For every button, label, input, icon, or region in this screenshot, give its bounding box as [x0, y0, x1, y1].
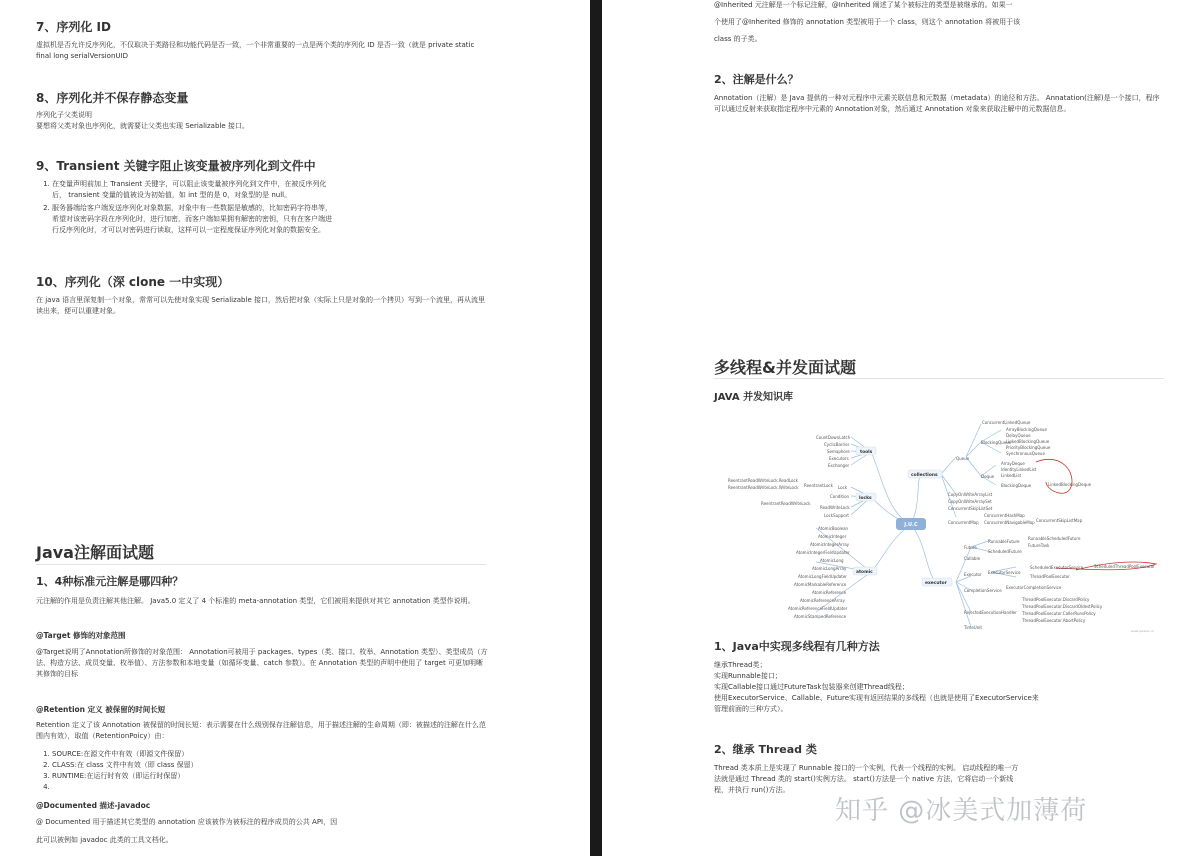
mm-item: Exchanger — [828, 463, 850, 468]
mm-item: ThreadPoolExecutor.CallerRunsPolicy — [1022, 611, 1096, 616]
center-label: J.U.C — [904, 522, 918, 528]
mm-item: FutureTask — [1028, 543, 1050, 548]
mm-item: AtomicLong — [820, 558, 844, 563]
mt-q2-line-1: Thread 类本质上是实现了 Runnable 接口的一个实例，代表一个线程的实例。 启动线程的唯一方 — [714, 764, 1019, 772]
mm-item: ConcurrentSkipListSet — [948, 506, 993, 511]
mm-item: AtomicBoolean — [818, 526, 849, 531]
mm-item: ExecutorCompletionService — [1006, 585, 1062, 590]
section-9-heading: 9、Transient 关键字阻止该变量被序列化到文件中 — [36, 159, 316, 173]
mm-item: Executors — [829, 456, 849, 461]
mm-item: IdentityLinkedList — [1001, 467, 1037, 472]
mt-q1-heading: 1、Java中实现多线程有几种方法 — [714, 640, 880, 653]
inherited-line-1: @Inherited 元注解是一个标记注解，@Inherited 阐述了某个被标注的类型是被继承的。如果一 — [714, 1, 1013, 9]
mt-q1-line-4: 使用ExecutorService、Callable、Future实现有返回结果的多线程（也就是使用了ExecutorService来 — [714, 694, 1039, 702]
mm-item: ConcurrentHashMap — [984, 513, 1025, 518]
mm-item: ExecutorService — [988, 570, 1021, 575]
mm-item: AtomicReference — [812, 590, 847, 595]
mm-item: ScheduledExecutorService — [1030, 565, 1084, 570]
annotation-q1-body: 元注解的作用是负责注解其他注解。 Java5.0 定义了 4 个标准的 meta-annotation 类型，它们被用来提供对其它 annotation 类型作说明。 — [36, 597, 475, 605]
mm-item: BlockingQueue — [981, 440, 1012, 445]
list-item: 1. SOURCE:在源文件中有效（即源文件保留） — [52, 749, 336, 760]
section-9-list — [36, 179, 336, 238]
atomic-items — [788, 526, 850, 619]
mt-q2-heading: 2、继承 Thread 类 — [714, 743, 817, 756]
list-item: 2. CLASS:在 class 文件中有效（即 class 保留） — [52, 760, 336, 771]
mm-item: PriorityBlockingQueue — [1006, 445, 1051, 450]
mm-item: LinkedBlockingQueue — [1006, 439, 1050, 444]
retention-list — [36, 749, 336, 793]
executor-items — [963, 536, 1155, 633]
mm-item: Deque — [981, 474, 995, 479]
mm-item: ConcurrentNavigableMap — [984, 520, 1035, 525]
mm-item: AtomicMarkableReference — [794, 582, 847, 587]
left-page — [0, 0, 590, 856]
annotation-q2-heading: 2、注解是什么？ — [714, 73, 799, 86]
mm-item: ThreadPoolExecutor.AbortPolicy — [1022, 618, 1086, 623]
juc-mindmap — [716, 412, 1166, 637]
mm-item: RunnableScheduledFuture — [1028, 536, 1081, 541]
section-10-heading: 10、序列化（深 clone 一中实现） — [36, 275, 230, 289]
list-item: 1. 在变量声明前加上 Transient 关键字，可以阻止该变量被序列化到文件中，在被反序列化后， transient 变量的值被设为初始值，如 int 型的是 0，对象型的是 null。 — [52, 179, 336, 201]
mm-item: AtomicReferenceArray — [800, 598, 845, 603]
mm-item: ConcurrentLinkedQueue — [982, 420, 1031, 425]
mm-item: Lock — [838, 485, 848, 490]
mm-item: ConcurrentSkipListMap — [1036, 518, 1083, 523]
target-body: @Target说明了Annotation所修饰的对象范围： Annotation可被用于 packages、types（类、接口、枚举、Annotation 类型）、类型成员（方法、构造方法、成员变量、枚举值）、方法参数和本地变量（如循环变量、catch 参数）。在 Annotation 类型的声明中使用了 target 可更加明晰其修饰的目标 — [36, 648, 488, 678]
mm-item: AtomicLongArray — [812, 566, 847, 571]
page-divider — [590, 0, 602, 856]
mm-item: CompletionService — [964, 588, 1002, 593]
mm-item: ReadWriteLock — [820, 505, 850, 510]
mm-item: ThreadPoolExecutor.DiscardPolicy — [1022, 597, 1090, 602]
mm-item: TimeUnit — [964, 625, 982, 630]
mm-item: Callable — [964, 556, 981, 561]
chapter-rule — [36, 564, 486, 565]
chapter-rule — [714, 378, 1164, 379]
section-8-heading: 8、序列化并不保存静态变量 — [36, 91, 189, 105]
mm-footer: www.javanb.cn — [1131, 629, 1154, 633]
mm-item: Condition — [830, 494, 850, 499]
mm-item: ReentrantReadWriteLock — [761, 501, 811, 506]
mm-item: AtomicLongFieldUpdater — [798, 574, 847, 579]
list-item: 3. RUNTIME:在运行时有效（即运行时保留） — [52, 771, 336, 782]
section-7-heading: 7、序列化 ID — [36, 20, 111, 34]
mm-item: Semaphore — [827, 449, 850, 454]
mt-q2-line-3: 程，并执行 run()方法。 — [714, 786, 790, 794]
mm-item: RunnableFuture — [988, 539, 1020, 544]
multithreading-chapter-title: 多线程&并发面试题 — [714, 358, 856, 377]
mm-item: LinkedBlockingDeque — [1048, 482, 1092, 487]
tools-items — [816, 435, 851, 468]
mm-item: CopyOnWriteArraySet — [948, 499, 992, 504]
mm-item: ArrayDeque — [1001, 461, 1025, 466]
mm-item: ScheduledThreadPoolExecutor — [1094, 564, 1155, 569]
documented-body-2: 此可以被例如 javadoc 此类的工具文档化。 — [36, 836, 173, 844]
mm-item: DelayQueue — [1006, 433, 1031, 438]
mm-item: ReentrantLock — [804, 483, 833, 488]
target-heading: @Target 修饰的对象范围 — [36, 631, 126, 640]
annotation-q1-heading: 1、4种标准元注解是哪四种？ — [36, 575, 184, 588]
cat-atomic-label: atomic — [856, 570, 873, 575]
mm-item: ArrayBlockingQueue — [1006, 427, 1047, 432]
mm-item: CopyOnWriteArrayList — [948, 492, 993, 497]
mt-q1-line-1: 继承Thread类； — [714, 661, 767, 669]
cat-locks-label: locks — [859, 496, 872, 501]
retention-body: Retention 定义了该 Annotation 被保留的时间长短：表示需要在什么级别保存注解信息，用于描述注解的生命周期（即：被描述的注解在什么范围内有效），取值（RetentionPoicy）由： — [36, 721, 486, 740]
mt-q1-line-3: 实现Callable接口通过FutureTask包装器来创建Thread线程； — [714, 683, 909, 691]
mm-item: AtomicIntegerArray — [810, 542, 850, 547]
mm-item: LinkedList — [1001, 473, 1022, 478]
mm-item: LockSupport — [824, 513, 849, 518]
mm-item: BlockingDeque — [1001, 483, 1032, 488]
mt-q1-line-5: 管理前面的三种方式）。 — [714, 705, 788, 713]
section-7-body: 虚拟机是否允许反序列化，不仅取决于类路径和功能代码是否一致，一个非常重要的一点是两个类的序列化 ID 是否一致（就是 private static final long serialVersionUID — [36, 41, 475, 60]
mm-item: Future — [964, 545, 977, 550]
section-8-line2: 要想将父类对象也序列化，就需要让父类也实现 Serializable 接口。 — [36, 122, 249, 130]
mm-item: ReentrantReadWriteLock.WriteLock — [728, 485, 799, 490]
mm-item: AtomicInteger — [818, 534, 847, 539]
mm-item: CyclicBarrier — [824, 442, 850, 447]
locks-items — [728, 478, 850, 518]
cat-collections-label: collections — [911, 473, 938, 478]
cat-executor-label: executor — [925, 581, 947, 586]
mt-q2-line-2: 法就是通过 Thread 类的 start()实例方法。 start()方法是一个 native 方法，它将启动一个新线 — [714, 775, 1014, 783]
mm-item: SynchronousQueue — [1006, 451, 1045, 456]
list-item — [52, 782, 336, 793]
retention-heading: @Retention 定义 被保留的时间长短 — [36, 705, 166, 714]
section-10-body: 在 java 语言里深复制一个对象，常常可以先使对象实现 Serializable 接口，然后把对象（实际上只是对象的一个拷贝）写到一个流里，再从流里读出来，便可以重建对象。 — [36, 296, 485, 315]
cat-tools-label: tools — [860, 450, 873, 455]
mm-item: ThreadPoolExecutor — [1030, 574, 1070, 579]
documented-body: @ Documented 用于描述其它类型的 annotation 应该被作为被标注的程序成员的公共 API，因 — [36, 818, 338, 826]
zhihu-watermark: 知乎 @冰美式加薄荷 — [835, 796, 1088, 826]
mm-item: Queue — [956, 456, 970, 461]
list-item: 2. 服务器端给客户端发送序列化对象数据，对象中有一些数据是敏感的，比如密码字符串等，希望对该密码字段在序列化时，进行加密，而客户端如果拥有解密的密钥，只有在客户端进行反序列化时，才可以对密码进行读取，这样可以一定程度保证序列化对象的数据安全。 — [52, 203, 336, 236]
mm-item: ConcurrentMap — [948, 520, 979, 525]
mm-item: CountDownLatch — [816, 435, 851, 440]
documented-heading: @Documented 描述-javadoc — [36, 801, 151, 810]
inherited-line-3: class 的子类。 — [714, 35, 762, 43]
mm-item: ScheduledFuture — [988, 549, 1022, 554]
mm-item: ReentrantReadWriteLock.ReadLock — [728, 478, 798, 483]
annotation-chapter-title: Java注解面试题 — [36, 543, 154, 562]
mm-item: RejectedExecutionHandler — [964, 610, 1017, 615]
mm-item: AtomicIntegerFieldUpdater — [796, 550, 850, 555]
red-arc-upper — [1036, 459, 1072, 493]
mm-item: Executor — [964, 572, 982, 577]
mm-item: AtomicReferenceFieldUpdater — [788, 606, 848, 611]
mm-item: ThreadPoolExecutor.DiscardOldestPolicy — [1022, 604, 1103, 609]
inherited-line-2: 个使用了@Inherited 修饰的 annotation 类型被用于一个 class，则这个 annotation 将被用于该 — [714, 18, 1021, 26]
concurrency-subtitle: JAVA 并发知识库 — [714, 392, 794, 403]
section-8-line1: 序列化子父类说明 — [36, 111, 92, 119]
mm-item: AtomicStampedReference — [794, 614, 847, 619]
annotation-q2-body: Annotation（注解）是 Java 提供的一种对元程序中元素关联信息和元数据（metadata）的途径和方法。 Annatation(注解)是一个接口，程序可以通过反射来获取指定程序中元素的 Annotation对象，然后通过 Annotation 对象来获取注解中的元数据信息。 — [714, 94, 1160, 113]
mt-q1-line-2: 实现Runnable接口； — [714, 672, 782, 680]
